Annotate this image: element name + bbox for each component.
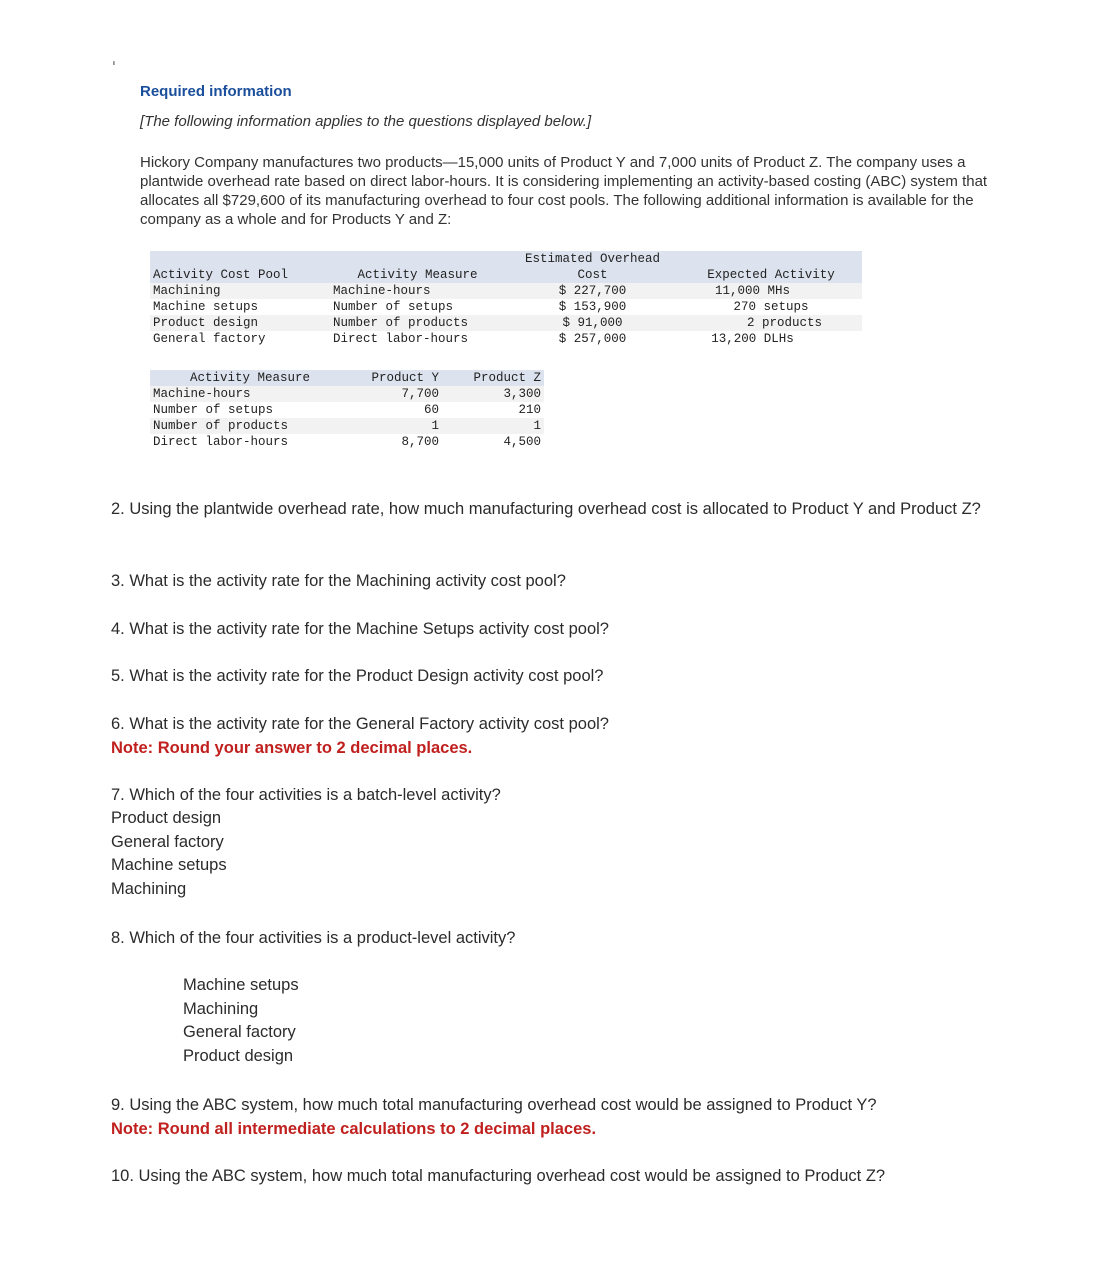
required-information-title: Required information [140, 83, 292, 100]
problem-intro: Hickory Company manufactures two products—15,000 units of Product Y and 7,000 units of Product Z. The company uses a plantwide overhead rate based on direct labor-hours. It is considering implementing an activity-based costing (ABC) system that allocates all $729,600 of its manufacturing overhead to four cost pools. The following additional information is available for the company as a whole and for Products Y and Z: [140, 154, 988, 228]
product-z-cell: 210 [442, 402, 544, 418]
q8-option[interactable]: Machining [183, 999, 259, 1018]
table-row [150, 418, 544, 434]
q8-option[interactable]: Product design [183, 1047, 294, 1066]
column-header: Cost [505, 267, 680, 283]
question-6-text: 6. What is the activity rate for the General Factory activity cost pool? [111, 715, 609, 733]
question-3: 3. What is the activity rate for the Machining activity cost pool? [111, 572, 566, 590]
column-header: Activity Cost Pool [150, 267, 330, 283]
cost-header-top: Estimated Overhead [505, 251, 680, 267]
question-6-note: Note: Round your answer to 2 decimal places. [111, 739, 473, 757]
product-y-cell: 7,700 [350, 386, 442, 402]
table-header-row [150, 370, 544, 386]
q7-option[interactable]: General factory [111, 832, 224, 851]
column-header: Product Y [350, 370, 442, 386]
table-row [150, 402, 544, 418]
question-7-text: 7. Which of the four activities is a batch-level activity? [111, 786, 501, 804]
question-9-note: Note: Round all intermediate calculations to 2 decimal places. [111, 1120, 597, 1138]
table-row [150, 315, 862, 331]
question-9 [111, 1093, 877, 1141]
column-header: Activity Measure [150, 370, 350, 386]
activity-cell: 2 products [680, 315, 862, 331]
measure-cell: Number of products [150, 418, 350, 434]
activity-cell: 270 setups [680, 299, 862, 315]
q7-option[interactable]: Machine setups [111, 856, 227, 875]
question-7 [111, 783, 501, 902]
measure-cell: Number of setups [330, 299, 505, 315]
product-z-cell: 3,300 [442, 386, 544, 402]
measure-cell: Machine-hours [150, 386, 350, 402]
question-9-text: 9. Using the ABC system, how much total manufacturing overhead cost would be assigned to Product Y? [111, 1096, 877, 1114]
cost-cell: $ 91,000 [505, 315, 680, 331]
pool-cell: Machine setups [150, 299, 330, 315]
column-header: Product Z [442, 370, 544, 386]
question-10: 10. Using the ABC system, how much total manufacturing overhead cost would be assigned to Product Z? [111, 1167, 886, 1185]
table-row [150, 299, 862, 315]
activity-cell: 11,000 MHs [680, 283, 862, 299]
product-y-cell: 1 [350, 418, 442, 434]
table-header-row [150, 251, 862, 267]
activity-cost-pool-table [150, 251, 862, 347]
q7-option[interactable]: Machining [111, 880, 187, 899]
table-row [150, 283, 862, 299]
q8-options [183, 974, 299, 1069]
product-y-cell: 60 [350, 402, 442, 418]
product-z-cell: 4,500 [442, 434, 544, 450]
measure-cell: Direct labor-hours [330, 331, 505, 347]
question-2: 2. Using the plantwide overhead rate, how much manufacturing overhead cost is allocated to Product Y and Product Z? [111, 500, 981, 518]
q8-option[interactable]: Machine setups [183, 976, 299, 994]
column-header: Activity Measure [330, 267, 505, 283]
table-header-row [150, 267, 862, 283]
product-activity-table [150, 370, 544, 450]
table-row [150, 331, 862, 347]
pool-cell: Product design [150, 315, 330, 331]
product-y-cell: 8,700 [350, 434, 442, 450]
measure-cell: Machine-hours [330, 283, 505, 299]
pool-cell: General factory [150, 331, 330, 347]
cost-cell: $ 257,000 [505, 331, 680, 347]
question-8 [111, 926, 515, 950]
q7-option[interactable]: Product design [111, 809, 222, 827]
required-information-subtitle: [The following information applies to the questions displayed below.] [140, 113, 592, 130]
question-5: 5. What is the activity rate for the Product Design activity cost pool? [111, 667, 604, 685]
q8-option[interactable]: General factory [183, 1023, 296, 1042]
activity-cell: 13,200 DLHs [680, 331, 862, 347]
product-z-cell: 1 [442, 418, 544, 434]
corner-marker: ˈ [112, 60, 116, 76]
measure-cell: Direct labor-hours [150, 434, 350, 450]
column-header: Expected Activity [680, 267, 862, 283]
table-row [150, 434, 544, 450]
table-row [150, 386, 544, 402]
pool-cell: Machining [150, 283, 330, 299]
measure-cell: Number of setups [150, 402, 350, 418]
measure-cell: Number of products [330, 315, 505, 331]
cost-cell: $ 227,700 [505, 283, 680, 299]
question-8-text: 8. Which of the four activities is a product-level activity? [111, 929, 516, 947]
question-4: 4. What is the activity rate for the Machine Setups activity cost pool? [111, 620, 609, 638]
cost-cell: $ 153,900 [505, 299, 680, 315]
question-6 [111, 712, 609, 760]
